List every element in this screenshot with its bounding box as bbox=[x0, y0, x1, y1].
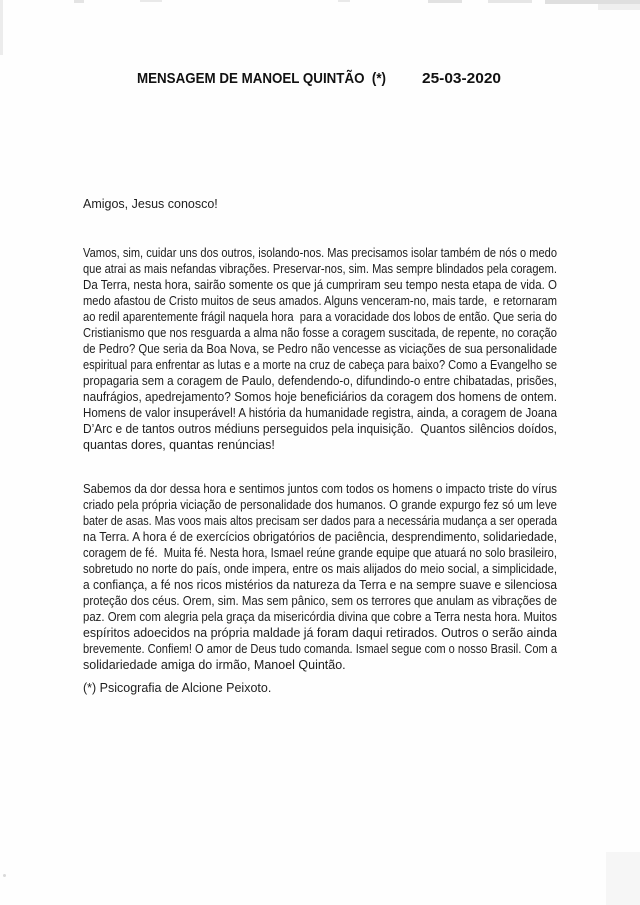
scan-artifact bbox=[74, 0, 84, 3]
scan-artifact bbox=[3, 874, 6, 877]
text-line: a confiança, a fé nos ricos mistérios da natureza da Terra e na sempre suave e silenciosa bbox=[83, 578, 557, 592]
scan-artifact bbox=[140, 0, 162, 2]
text-line: sobretudo no norte do país, onde impera, entre os mais alijados do meio social, a simplicidade, bbox=[83, 562, 557, 576]
scan-artifact bbox=[428, 0, 462, 3]
paragraph-1 bbox=[83, 245, 557, 453]
scan-artifact bbox=[606, 852, 640, 905]
text-line: Da Terra, nesta hora, sairão somente os que já cumpriram seu tempo nesta etapa de vida. O bbox=[83, 278, 557, 292]
text-line: de Pedro? Que seria da Boa Nova, se Pedro não vencesse as viciações de sua personalidade bbox=[83, 342, 557, 356]
text-line: D’Arc e de tantos outros médiuns perseguidos pela inquisição. Quantos silêncios doídos, bbox=[83, 422, 557, 436]
scan-artifact bbox=[0, 0, 3, 55]
text-line: paz. Orem com alegria pela graça da misericórdia divina que cobre a Terra nesta hora. Muitos bbox=[83, 610, 557, 624]
text-line: brevemente. Confiem! O amor de Deus tudo comanda. Ismael segue com o nosso Brasil. Com a bbox=[83, 642, 557, 656]
document-date-text: 25-03-2020 bbox=[422, 70, 501, 87]
document-header bbox=[0, 70, 640, 90]
text-line: na Terra. A hora é de exercícios obrigatórios de paciência, desprendimento, solidariedade, bbox=[83, 530, 557, 544]
text-line: coragem de fé. Muita fé. Nesta hora, Ismael reúne grande equipe que atuará no solo brasileiro, bbox=[83, 546, 557, 560]
document-date bbox=[422, 70, 501, 88]
text-line: Cristianismo que nos resguarda a alma não fosse a coragem suscitada, de repente, no coração bbox=[83, 326, 557, 340]
text-line: Sabemos da dor dessa hora e sentimos juntos com todos os homens o impacto triste do vírus bbox=[83, 482, 557, 496]
footnote: (*) Psicografia de Alcione Peixoto. bbox=[83, 681, 272, 695]
text-line: proteção dos céus. Orem, sim. Mas sem pânico, sem os terrores que anulam as vibrações de bbox=[83, 594, 557, 608]
greeting-line: Amigos, Jesus conosco! bbox=[83, 197, 218, 211]
scan-artifact bbox=[545, 0, 640, 4]
text-line: Homens de valor insuperável! A história da humanidade registra, ainda, a coragem de Joana bbox=[83, 406, 557, 420]
text-line: que atrai as mais nefandas vibrações. Preservar-nos, sim. Mas sempre blindados pela coragem. bbox=[83, 262, 557, 276]
scan-artifact bbox=[488, 0, 532, 3]
document-title bbox=[137, 70, 386, 88]
text-line: solidariedade amiga do irmão, Manoel Quintão. bbox=[83, 658, 346, 672]
text-line: bater de asas. Mas voos mais altos precisam ser dados para a necessária mudança a ser operada bbox=[83, 514, 557, 528]
text-line: quantas dores, quantas renúncias! bbox=[83, 438, 275, 452]
text-line: Vamos, sim, cuidar uns dos outros, isolando-nos. Mas precisamos isolar também de nós o medo bbox=[83, 246, 557, 260]
text-line: espiritual para enfrentar as lutas e a morte na cruz de cabeça para baixo? Como a Evangelho se bbox=[83, 358, 557, 372]
text-line: naufrágios, apedrejamento? Somos hoje beneficiários da coragem dos homens de ontem. bbox=[83, 390, 557, 404]
text-line: espíritos adoecidos na própria maldade já foram daqui retirados. Outros o serão ainda bbox=[83, 626, 557, 640]
text-line: ao redil aparentemente frágil naquela hora para a voracidade dos lobos de então. Que seria do bbox=[83, 310, 557, 324]
document-title-text: MENSAGEM DE MANOEL QUINTÃO (*) bbox=[137, 70, 386, 87]
paragraph-2 bbox=[83, 481, 557, 673]
text-line: medo afastou de Cristo muitos de seus amados. Alguns venceram-no, mais tarde, e retornaram bbox=[83, 294, 557, 308]
scan-artifact bbox=[598, 4, 640, 10]
scan-artifact bbox=[338, 0, 350, 2]
text-line: propagaria sem a coragem de Paulo, defendendo-o, difundindo-o entre chibatadas, prisões, bbox=[83, 374, 557, 388]
text-line: criado pela própria viciação de personalidade dos humanos. O grande expurgo fez só um leve bbox=[83, 498, 557, 512]
